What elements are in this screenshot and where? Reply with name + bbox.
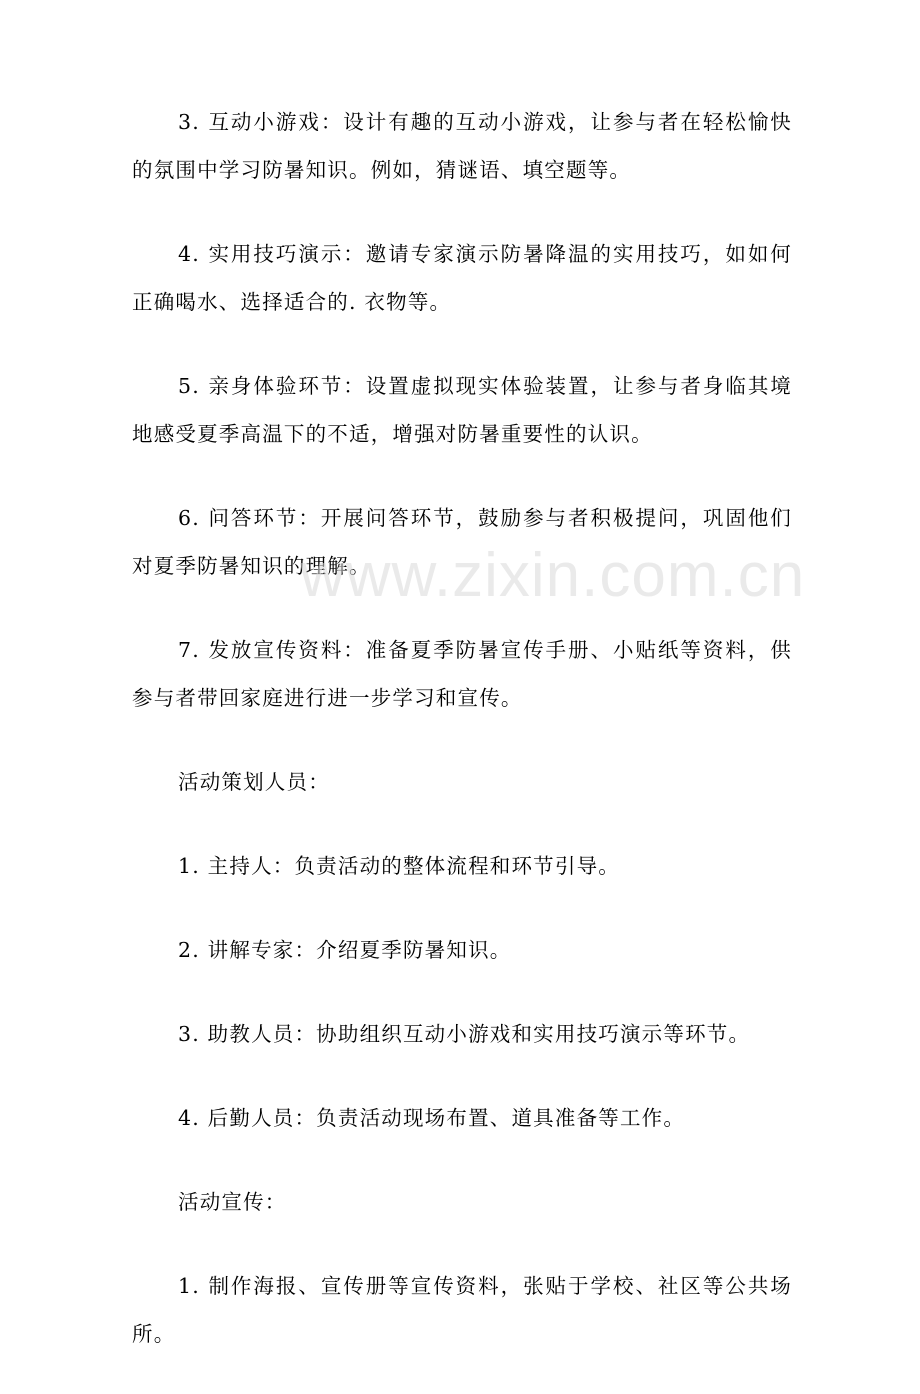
paragraph-host: 1. 主持人：负责活动的整体流程和环节引导。 xyxy=(178,854,620,878)
heading-promotion: 活动宣传： xyxy=(178,1190,287,1214)
paragraph-qa-session: 6. 问答环节：开展问答环节，鼓励参与者积极提问，巩固他们对夏季防暑知识的理解。 xyxy=(132,506,792,578)
paragraph-interactive-games: 3. 互动小游戏：设计有趣的互动小游戏，让参与者在轻松愉快的氛围中学习防暑知识。例如，猜谜语、填空题等。 xyxy=(132,110,792,182)
paragraph-expert: 2. 讲解专家：介绍夏季防暑知识。 xyxy=(178,938,512,962)
watermark: www.zixin.com.cn xyxy=(300,541,806,610)
paragraph-assistants: 3. 助教人员：协助组织互动小游戏和实用技巧演示等环节。 xyxy=(178,1022,751,1046)
paragraph-practical-skills-demo: 4. 实用技巧演示：邀请专家演示防暑降温的实用技巧，如如何正确喝水、选择适合的. 衣物等。 xyxy=(132,242,792,314)
paragraph-distribute-materials: 7. 发放宣传资料：准备夏季防暑宣传手册、小贴纸等资料，供参与者带回家庭进行进一步学习和宣传。 xyxy=(132,638,792,710)
heading-planning-staff: 活动策划人员： xyxy=(178,770,330,794)
paragraph-posters: 1. 制作海报、宣传册等宣传资料，张贴于学校、社区等公共场所。 xyxy=(132,1274,792,1346)
paragraph-hands-on-experience: 5. 亲身体验环节：设置虚拟现实体验装置，让参与者身临其境地感受夏季高温下的不适，增强对防暑重要性的认识。 xyxy=(132,374,792,446)
paragraph-logistics: 4. 后勤人员：负责活动现场布置、道具准备等工作。 xyxy=(178,1106,686,1130)
document-body xyxy=(132,98,792,1394)
